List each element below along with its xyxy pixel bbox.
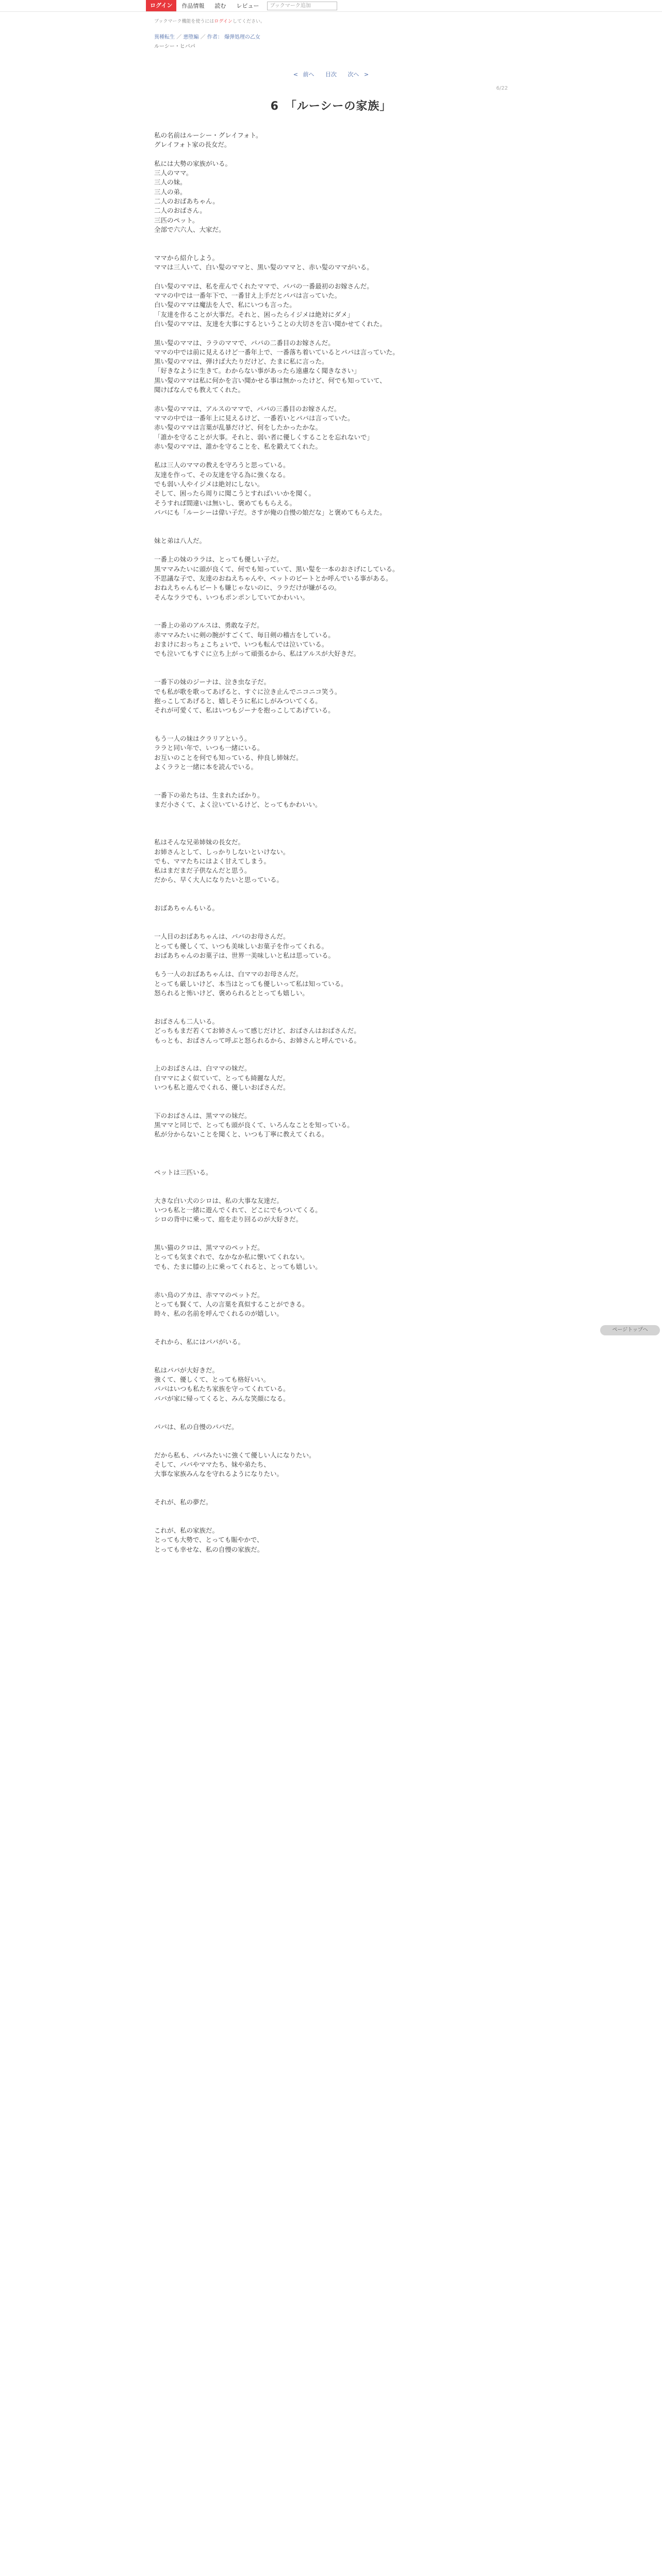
- main-content: [146, 11, 516, 1554]
- bookmark-add-button[interactable]: ブックマーク追加: [267, 2, 337, 10]
- breadcrumb-item-series[interactable]: 異種転生: [154, 35, 175, 40]
- nav-item-read[interactable]: 読む: [214, 3, 226, 9]
- login-button[interactable]: ログイン: [146, 0, 176, 11]
- notice-text-after: してください。: [232, 19, 265, 24]
- breadcrumb-separator: ／: [176, 35, 184, 40]
- chapter-pager: [146, 70, 516, 78]
- page-number: 6/22: [496, 86, 508, 91]
- nav-item-works[interactable]: 作品情報: [181, 3, 205, 9]
- author-name: ルーシー・ヒバパ: [154, 44, 195, 49]
- notice-login-link[interactable]: ログイン: [214, 19, 233, 24]
- toc-link[interactable]: 目次: [325, 71, 337, 78]
- page-top-button[interactable]: ページトップへ: [600, 1325, 660, 1335]
- nav-item-review[interactable]: レビュー: [236, 3, 259, 9]
- next-chapter-link[interactable]: 次へ >: [347, 71, 369, 78]
- chapter-title: 6 「ルーシーの家族」: [270, 100, 392, 113]
- notice-text-before: ブックマーク機能を使うには: [154, 19, 214, 24]
- breadcrumb: [154, 32, 508, 40]
- breadcrumb-author-label: 作者：: [207, 35, 223, 40]
- breadcrumb-author-link[interactable]: 爆弾処理の乙女: [224, 35, 260, 40]
- chapter-body: 私の名前はルーシー・グレイフォト。 グレイフォト家の長女だ。 私には大勢の家族がいる。 三人のママ。 三人の妹。 三人の弟。 二人のおばあちゃん。 二人のおばさん。 三匹のペット。 全部で六六人、大家だ。 ママから紹介しよう。 ママは三人いて、白い髪のママと、黒い髪のママと、赤い髪のママがいる。 白い髪のママは、私を産んでくれたママで、パパの一番最初のお嫁さんだ。 ママの中では一番年下で、一番甘え上手だとパパは言っていた。 白い髪のママは魔法を人で、私にいつも言った。 「友達を作ることが大事だ。それと、困ったらイジメは絶対にダメ」 白い髪のママは、友達を大事にするということの大切さを言い聞かせてくれた。 黒い髪のママは、ララのママで、パパの二番目のお嫁さんだ。 ママの中では前に見えるけど一番年上で、一番落ち着いているとパパは言っていた。 黒い髪のママは、弾けば大たりだけど、たまに私に言った。 「好きなように生きて。わからない事があったら遠慮なく聞きなさい」 黒い髪のママは私に何かを言い聞かせる事は無かったけど、何でも知っていて、 聞けばなんでも教えてくれた。 赤い髪のママは、アルスのママで、パパの三番目のお嫁さんだ。 ママの中では一番年上に見えるけど、一番若いとパパは言っていた。 赤い髪のママは言葉が乱暴だけど、何をしたかったかな。 「誰かを守ることが大事。それと、弱い者に優しくすることを忘れないで」 赤い髪のママは、誰かを守ることを、私を鍛えてくれた。 私は三人のママの教えを守ろうと思っている。 友達を作って、その友達を守る為に強くなる。 でも弱い人やイジメは絶対にしない。 そして、困ったら周りに聞こうとすればいいかを聞く。 そうすれば間違いは無いし、褒めてももらえる。 パパにも「ルーシーは偉い子だ。さすが俺の自慢の娘だな」と褒めてもらえた。 妹と弟は八人だ。 一番上の妹のララは、とっても優しい子だ。 黒ママみたいに頭が良くて、何でも知っていて、黒い髪を一本のおさげにしている。 不思議な子で、友達のおねえちゃんや、ペットのビートとか呼んでいる事がある。 おねえちゃんもビートも嫌じゃないのに、ララだけが嫌がるの。 そんなララでも、いつもポンポンしていてかわいい。 一番上の弟のアルスは、勇敢な子だ。 赤ママみたいに剣の腕がすごくて、毎日剣の稽古をしている。 おまけにおっちょこちょいで、いつも転んでは泣いている。 でも泣いてもすぐに立ち上がって頑張るから、私はアルスが大好きだ。 一番下の妹のジーナは、泣き虫な子だ。 でも私が歌を歌ってあげると、すぐに泣き止んでニコニコ笑う。 抱っこしてあげると、嬉しそうに私にしがみついてくる。 それが可愛くて、私はいつもジーナを抱っこしてあげている。 もう一人の妹はクラリアという。 ララと同い年で、いつも一緒にいる。 お互いのことを何でも知っている、仲良し姉妹だ。 よくララと一緒に本を読んでいる。 一番下の弟たちは、生まれたばかり。 まだ小さくて、よく泣いているけど、とってもかわいい。 私はそんな兄弟姉妹の長女だ。 お姉さんとして、しっかりしないといけない。 でも、ママたちにはよく甘えてしまう。 私はまだまだ子供なんだと思う。 だから、早く大人になりたいと思っている。 おばあちゃんもいる。 一人目のおばあちゃんは、パパのお母さんだ。 とっても優しくて、いつも美味しいお菓子を作ってくれる。 おばあちゃんのお菓子は、世界一美味しいと私は思っている。 もう一人のおばあちゃんは、白ママのお母さんだ。 とっても厳しいけど、本当はとっても優しいって私は知っている。 怒られると怖いけど、褒められるととっても嬉しい。 おばさんも二人いる。 どっちもまだ若くてお姉さんって感じだけど、おばさんはおばさんだ。 もっとも、おばさんって呼ぶと怒られるから、お姉さんと呼んでいる。 上のおばさんは、白ママの妹だ。 白ママによく似ていて、とっても綺麗な人だ。 いつも私と遊んでくれる、優しいおばさんだ。 下のおばさんは、黒ママの妹だ。 黒ママと同じで、とっても頭が良くて、いろんなことを知っている。 私が分からないことを聞くと、いつも丁寧に教えてくれる。 ペットは三匹いる。 大きな白い犬のシロは、私の大事な友達だ。 いつも私と一緒に遊んでくれて、どこにでもついてくる。 シロの背中に乗って、庭を走り回るのが大好きだ。 黒い猫のクロは、黒ママのペットだ。 とっても気まぐれで、なかなか私に懐いてくれない。 でも、たまに膝の上に乗ってくれると、とっても嬉しい。 赤い鳥のアカは、赤ママのペットだ。 とっても賢くて、人の言葉を真似することができる。 時々、私の名前を呼んでくれるのが嬉しい。 それから、私にはパパがいる。 私はパパが大好きだ。 強くて、優しくて、とっても格好いい。 パパはいつも私たち家族を守ってくれている。 パパが家に帰ってくると、みんな笑顔になる。 パパは、私の自慢のパパだ。 だから私も、パパみたいに強くて優しい人になりたい。 そして、パパやママたち、妹や弟たち、 大事な家族みんなを守れるようになりたい。 それが、私の夢だ。 これが、私の家族だ。 とっても大勢で、とっても賑やかで、 とっても幸せな、私の自慢の家族だ。: [154, 131, 399, 1553]
- prev-chapter-link[interactable]: < 前へ: [293, 71, 315, 78]
- login-notice: [154, 18, 508, 24]
- next-label: 次へ: [347, 71, 359, 78]
- prev-label: 前へ: [303, 71, 315, 78]
- breadcrumb-separator: ／: [200, 35, 207, 40]
- breadcrumb-item-arc[interactable]: 悪堕編: [183, 35, 199, 40]
- top-bar: [0, 0, 662, 12]
